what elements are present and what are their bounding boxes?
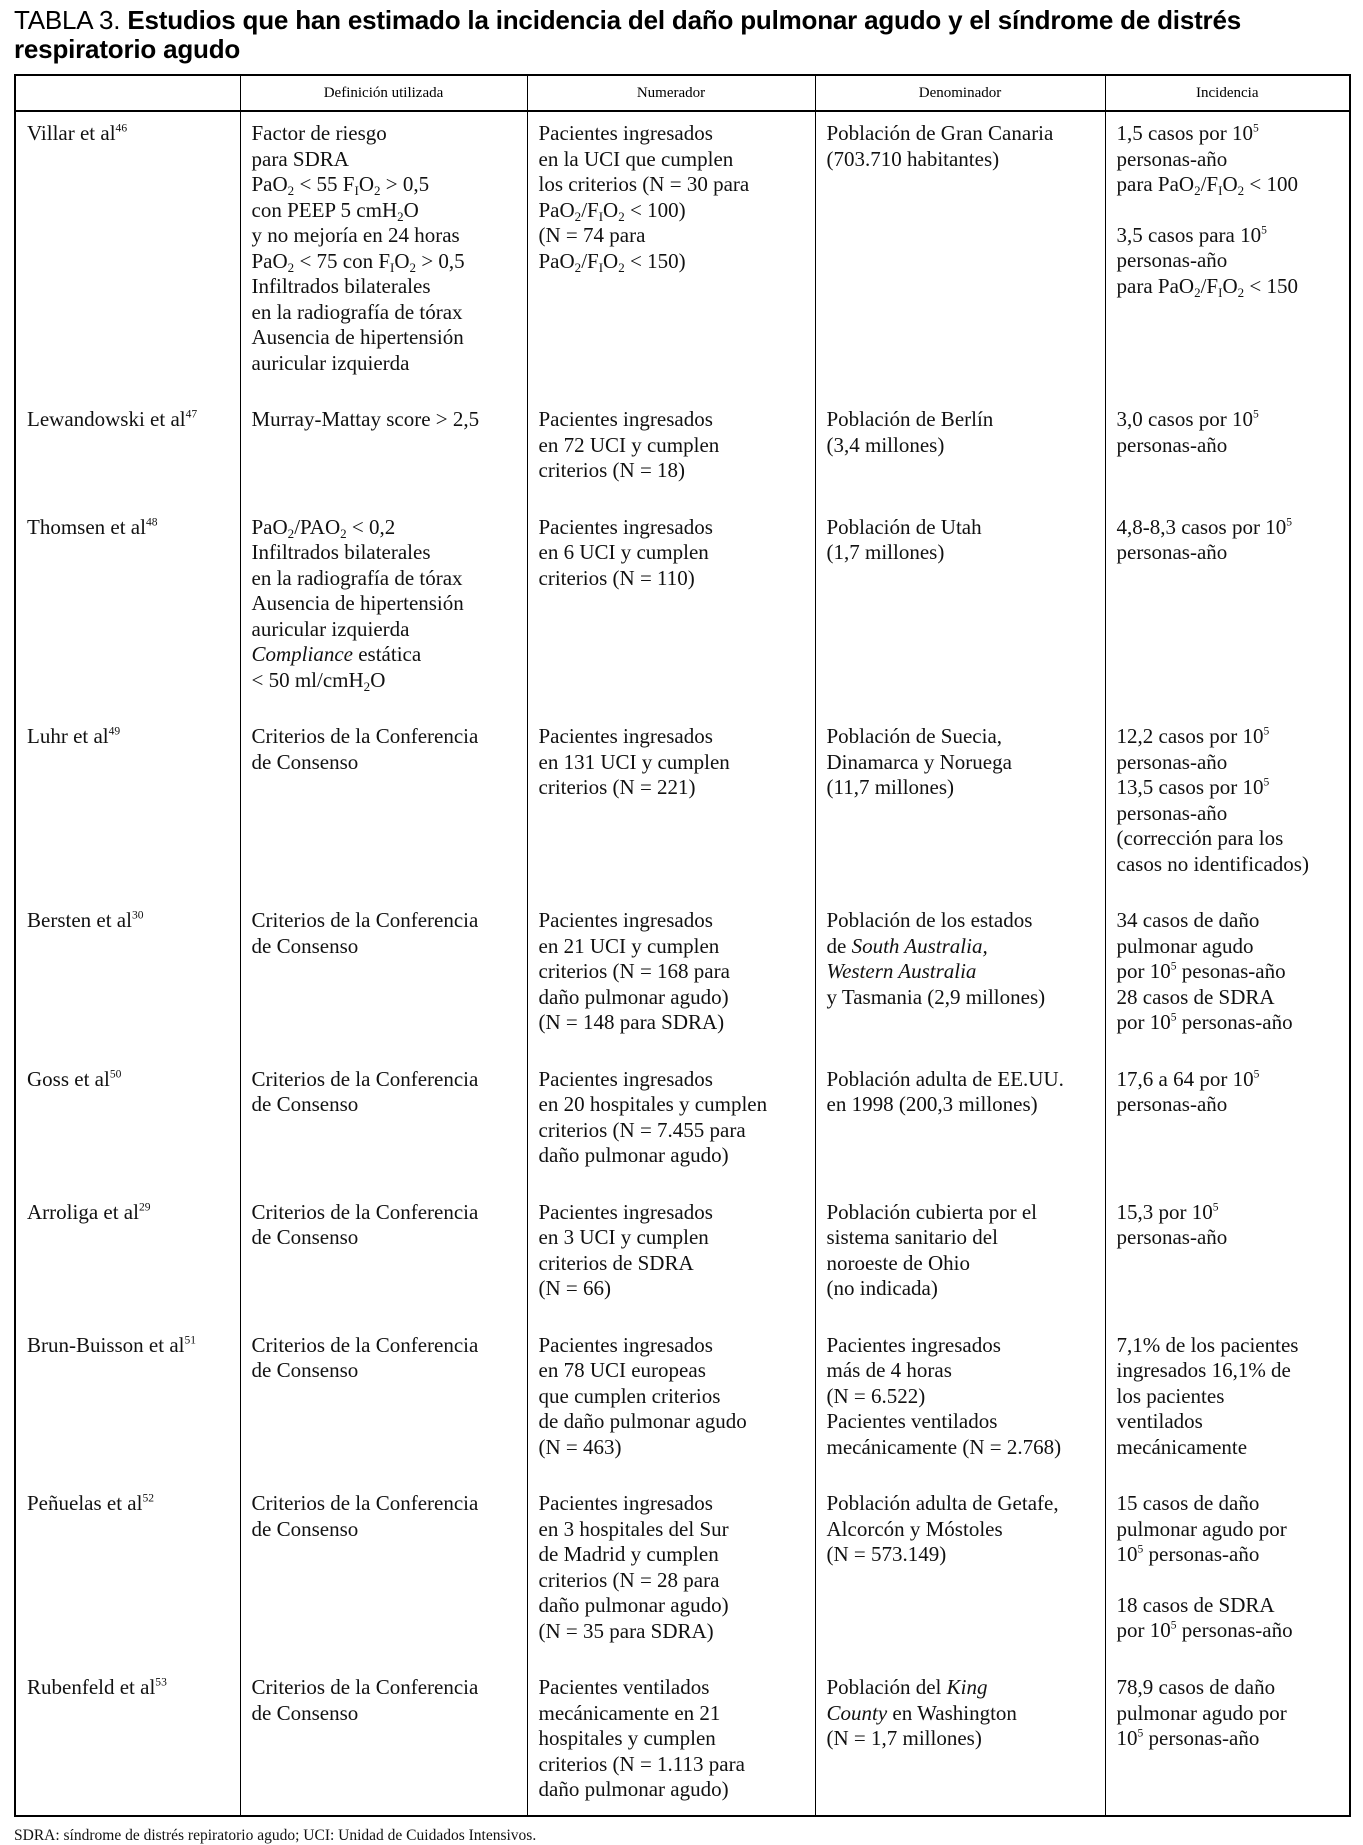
- table-caption: Estudios que han estimado la incidencia del daño pulmonar agudo y el síndrome de distrés respiratorio agudo: [14, 5, 1241, 64]
- cell-line: Pacientes ingresados: [538, 1332, 713, 1357]
- cell-line: < 50 ml/cmH$_2$O: [251, 667, 386, 694]
- cell-line: Pacientes ingresados: [538, 514, 713, 539]
- cell-line: Pacientes ingresados: [538, 1491, 713, 1515]
- incidence-cell: [1105, 111, 1350, 398]
- paragraph-gap: [1117, 1568, 1346, 1593]
- cell-line: (N = 35 para SDRA): [538, 1618, 714, 1643]
- denominator-cell: [815, 1191, 1105, 1324]
- cell-line: Pacientes ventilados: [538, 1675, 710, 1699]
- cell-line: 18 casos de SDRA: [1116, 1592, 1275, 1617]
- cell-line: 3,5 casos para $10^5$: [1116, 222, 1267, 247]
- cell-line: para $PaO_2/F_IO_2 < 150$: [1116, 273, 1298, 300]
- cell-line: Criterios de la Conferencia: [251, 724, 479, 748]
- cell-line: personas-año: [1116, 540, 1228, 564]
- cell-line: Pacientes ingresados: [538, 407, 713, 431]
- cell-line: 1,5 casos por $10^5$: [1116, 121, 1259, 145]
- table-row: [15, 1191, 1350, 1324]
- cell-line: personas-año: [1116, 1092, 1228, 1116]
- cell-line: criterios (N = 110): [538, 565, 695, 590]
- cell-line: de Consenso: [251, 749, 359, 774]
- cell-line: pulmonar agudo: [1116, 933, 1254, 958]
- header-row: [15, 75, 1350, 111]
- cell-line: en la radiografía de tórax: [251, 565, 463, 590]
- definition-cell: [240, 1482, 527, 1666]
- cell-line: por $10^5$ personas-año: [1116, 1010, 1293, 1034]
- header-cell-study: [15, 75, 240, 111]
- cell-line: daño pulmonar agudo): [538, 1777, 729, 1801]
- cell-line: mecánicamente (N = 2.768): [826, 1434, 1062, 1459]
- incidence-cell: [1105, 715, 1350, 899]
- header-cell-definition: Definición utilizada: [240, 75, 527, 111]
- cell-line: Criterios de la Conferencia: [251, 1491, 479, 1515]
- cell-line: mecánicamente: [1116, 1434, 1248, 1459]
- cell-line: 28 casos de SDRA: [1116, 984, 1275, 1009]
- cell-line: 3,0 casos por $10^5$: [1116, 407, 1259, 431]
- cell-line: en la UCI que cumplen: [538, 146, 734, 171]
- paragraph-gap: [1117, 198, 1346, 223]
- cell-line: Pacientes ingresados: [538, 121, 713, 145]
- cell-line: auricular izquierda: [251, 350, 410, 375]
- denominator-cell: [815, 506, 1105, 716]
- cell-line: Luhr et $al^{49}$: [27, 724, 121, 748]
- incidence-cell: [1105, 1482, 1350, 1666]
- cell-line: Rubenfeld et $al^{53}$: [27, 1675, 167, 1699]
- cell-line: Alcorcón y Móstoles: [826, 1516, 1003, 1541]
- cell-line: 78,9 casos de daño: [1116, 1675, 1276, 1699]
- cell-line: para $PaO_2/F_IO_2 < 100$: [1116, 172, 1298, 198]
- definition-cell: [240, 1058, 527, 1191]
- cell-line: (N = 463): [538, 1434, 622, 1459]
- table-row: [15, 715, 1350, 899]
- study-cell: [15, 398, 240, 506]
- numerator-cell: [527, 1058, 815, 1191]
- cell-line: criterios (N = 221): [538, 775, 696, 799]
- table-row: [15, 1482, 1350, 1666]
- cell-line: con PEEP 5 cmH$_2$O: [251, 197, 419, 224]
- cell-line: Compliance estática: [251, 642, 422, 666]
- cell-line: criterios (N = 1.113 para: [538, 1751, 745, 1776]
- cell-line: los pacientes: [1116, 1383, 1225, 1408]
- cell-line: en 3 UCI y cumplen: [538, 1225, 709, 1249]
- cell-line: de Consenso: [251, 1700, 359, 1725]
- cell-line: (N = 1,7 millones): [826, 1726, 982, 1750]
- definition-cell: [240, 506, 527, 716]
- table-row: [15, 111, 1350, 398]
- definition-cell: [240, 1191, 527, 1324]
- cell-line: en 6 UCI y cumplen: [538, 540, 709, 564]
- definition-cell: [240, 715, 527, 899]
- cell-line: que cumplen criterios: [538, 1383, 721, 1408]
- numerator-cell: [527, 1482, 815, 1666]
- cell-line: $PaO_2/F_IO_2 < 100$): [538, 197, 686, 224]
- definition-cell: [240, 899, 527, 1058]
- incidence-cell: [1105, 506, 1350, 716]
- table-row: [15, 1058, 1350, 1191]
- table-row: [15, 398, 1350, 506]
- cell-line: Pacientes ingresados: [538, 1066, 713, 1091]
- cell-line: Criterios de la Conferencia: [251, 1332, 479, 1357]
- cell-line: Ausencia de hipertensión: [251, 591, 464, 615]
- cell-line: Pacientes ventilados: [826, 1409, 998, 1433]
- cell-line: Thomsen et $al^{48}$: [27, 514, 158, 539]
- cell-line: $10^5$ personas-año: [1116, 1542, 1260, 1566]
- cell-line: Lewandowski et $al^{47}$: [27, 407, 198, 431]
- cell-line: PaO$_2$ < 55 $F_IO_2 > 0,5$: [251, 172, 430, 198]
- cell-line: Villar et $al^{46}$: [27, 121, 128, 145]
- cell-line: $PaO_2/PAO_2 < 0,2$: [251, 514, 396, 541]
- cell-line: criterios de SDRA: [538, 1250, 694, 1275]
- cell-line: (N = 148 para SDRA): [538, 1010, 725, 1034]
- denominator-cell: [815, 1666, 1105, 1816]
- cell-line: en 131 UCI y cumplen: [538, 749, 730, 774]
- cell-line: daño pulmonar agudo): [538, 1593, 729, 1617]
- cell-line: por $10^5$ personas-año: [1116, 1618, 1293, 1642]
- cell-line: Infiltrados bilaterales: [251, 540, 431, 564]
- definition-cell: [240, 111, 527, 398]
- cell-line: hospitales y cumplen: [538, 1726, 716, 1750]
- cell-line: (no indicada): [826, 1276, 938, 1300]
- cell-line: de Consenso: [251, 1225, 359, 1249]
- cell-line: Criterios de la Conferencia: [251, 1675, 479, 1699]
- numerator-cell: [527, 1191, 815, 1324]
- cell-line: Población de Suecia,: [826, 724, 1003, 748]
- cell-line: daño pulmonar agudo): [538, 984, 729, 1009]
- study-cell: [15, 1666, 240, 1816]
- cell-line: de Consenso: [251, 1092, 359, 1116]
- cell-line: personas-año: [1116, 800, 1228, 825]
- cell-line: Población de Berlín: [826, 407, 994, 431]
- cell-line: (11,7 millones): [826, 775, 955, 799]
- cell-line: y no mejoría en 24 horas: [251, 223, 460, 247]
- numerator-cell: [527, 1324, 815, 1483]
- cell-line: personas-año: [1116, 248, 1228, 272]
- cell-line: mecánicamente en 21: [538, 1700, 721, 1725]
- cell-line: Ausencia de hipertensión: [251, 325, 464, 349]
- cell-line: en 20 hospitales y cumplen: [538, 1092, 768, 1116]
- study-cell: [15, 506, 240, 716]
- cell-line: 12,2 casos por $10^5$: [1116, 724, 1270, 748]
- cell-line: Población cubierta por el: [826, 1199, 1038, 1224]
- cell-line: Población adulta de Getafe,: [826, 1491, 1059, 1515]
- cell-line: Criterios de la Conferencia: [251, 1199, 479, 1224]
- cell-line: en 3 hospitales del Sur: [538, 1516, 729, 1541]
- definition-cell: [240, 1666, 527, 1816]
- cell-line: pulmonar agudo por: [1116, 1700, 1287, 1725]
- cell-line: Peñuelas et $al^{52}$: [27, 1491, 155, 1515]
- cell-line: de Consenso: [251, 933, 359, 958]
- cell-line: Pacientes ingresados: [538, 724, 713, 748]
- denominator-cell: [815, 1324, 1105, 1483]
- numerator-cell: [527, 1666, 815, 1816]
- incidence-cell: [1105, 1058, 1350, 1191]
- cell-line: Pacientes ingresados: [538, 1199, 713, 1224]
- header-cell-incidence: Incidencia: [1105, 75, 1350, 111]
- cell-line: de Consenso: [251, 1516, 359, 1541]
- numerator-cell: [527, 398, 815, 506]
- incidence-cell: [1105, 1191, 1350, 1324]
- cell-line: Infiltrados bilaterales: [251, 274, 431, 298]
- cell-line: personas-año: [1116, 1225, 1228, 1249]
- cell-line: Población del King: [826, 1675, 988, 1699]
- study-cell: [15, 715, 240, 899]
- footnote: SDRA: síndrome de distrés repiratorio agudo; UCI: Unidad de Cuidados Intensivos.: [14, 1826, 537, 1844]
- cell-line: 15,3 por $10^5$: [1116, 1199, 1219, 1224]
- cell-line: Brun-Buisson et $al^{51}$: [27, 1332, 197, 1357]
- denominator-cell: [815, 899, 1105, 1058]
- study-cell: [15, 1058, 240, 1191]
- cell-line: 7,1% de los pacientes: [1116, 1332, 1299, 1357]
- cell-line: ingresados 16,1% de: [1116, 1358, 1291, 1382]
- cell-line: de Madrid y cumplen: [538, 1542, 719, 1566]
- denominator-cell: [815, 715, 1105, 899]
- cell-line: por $10^5$ pesonas-año: [1116, 959, 1286, 983]
- incidence-table: [14, 74, 1351, 1817]
- incidence-cell: [1105, 899, 1350, 1058]
- cell-line: y Tasmania (2,9 millones): [826, 984, 1046, 1009]
- cell-line: 34 casos de daño: [1116, 908, 1260, 932]
- cell-line: Arroliga et $al^{29}$: [27, 1199, 151, 1224]
- study-cell: [15, 899, 240, 1058]
- table-row: [15, 899, 1350, 1058]
- cell-line: (N = 573.149): [826, 1542, 947, 1566]
- cell-line: Pacientes ingresados: [826, 1332, 1001, 1357]
- header-cell-denominator: Denominador: [815, 75, 1105, 111]
- cell-line: en la radiografía de tórax: [251, 299, 463, 324]
- incidence-cell: [1105, 1666, 1350, 1816]
- cell-line: personas-año: [1116, 749, 1228, 774]
- cell-line: $10^5$ personas-año: [1116, 1726, 1260, 1750]
- cell-line: Factor de riesgo: [251, 121, 387, 145]
- table-row: [15, 1666, 1350, 1816]
- table-title: [14, 6, 1354, 64]
- cell-line: criterios (N = 168 para: [538, 959, 730, 983]
- cell-line: 15 casos de daño: [1116, 1491, 1260, 1515]
- cell-line: más de 4 horas: [826, 1358, 952, 1382]
- cell-line: Población de Utah: [826, 514, 982, 539]
- study-cell: [15, 1191, 240, 1324]
- cell-line: $PaO_2/F_IO_2 < 150$): [538, 248, 686, 275]
- cell-line: (703.710 habitantes): [826, 146, 1000, 171]
- cell-line: Población de los estados: [826, 908, 1033, 932]
- cell-line: en 1998 (200,3 millones): [826, 1092, 1038, 1116]
- cell-line: los criterios (N = 30 para: [538, 172, 750, 196]
- cell-line: Murray-Mattay score > 2,5: [251, 407, 480, 431]
- cell-line: criterios (N = 18): [538, 458, 686, 482]
- cell-line: en 21 UCI y cumplen: [538, 933, 720, 958]
- cell-line: Bersten et $al^{30}$: [27, 908, 144, 932]
- definition-cell: [240, 398, 527, 506]
- numerator-cell: [527, 715, 815, 899]
- header-cell-numerator: Numerador: [527, 75, 815, 111]
- denominator-cell: [815, 111, 1105, 398]
- incidence-cell: [1105, 398, 1350, 506]
- cell-line: Goss et $al^{50}$: [27, 1066, 122, 1091]
- cell-line: noroeste de Ohio: [826, 1250, 970, 1275]
- cell-line: County en Washington: [826, 1700, 1017, 1725]
- denominator-cell: [815, 1482, 1105, 1666]
- cell-line: Criterios de la Conferencia: [251, 908, 479, 932]
- study-cell: [15, 111, 240, 398]
- cell-line: auricular izquierda: [251, 616, 410, 641]
- cell-line: ventilados: [1116, 1409, 1203, 1433]
- incidence-cell: [1105, 1324, 1350, 1483]
- document-page: [14, 6, 1354, 1845]
- cell-line: pulmonar agudo por: [1116, 1516, 1287, 1541]
- cell-line: Población de Gran Canaria: [826, 121, 1054, 145]
- cell-line: 13,5 casos por $10^5$: [1116, 775, 1270, 799]
- cell-line: personas-año: [1116, 432, 1228, 457]
- numerator-cell: [527, 506, 815, 716]
- study-cell: [15, 1482, 240, 1666]
- cell-line: 4,8-8,3 casos por $10^5$: [1116, 514, 1293, 539]
- cell-line: criterios (N = 28 para: [538, 1567, 720, 1592]
- cell-line: sistema sanitario del: [826, 1225, 998, 1249]
- table-body: [15, 111, 1350, 1816]
- table-label: TABLA 3.: [14, 5, 121, 35]
- denominator-cell: [815, 398, 1105, 506]
- study-cell: [15, 1324, 240, 1483]
- cell-line: (corrección para los: [1116, 826, 1284, 850]
- table-row: [15, 1324, 1350, 1483]
- cell-line: Población adulta de EE.UU.: [826, 1066, 1064, 1091]
- cell-line: Pacientes ingresados: [538, 908, 713, 932]
- cell-line: (N = 6.522): [826, 1383, 926, 1408]
- numerator-cell: [527, 899, 815, 1058]
- table-row: [15, 506, 1350, 716]
- cell-line: Western Australia: [826, 959, 977, 983]
- cell-line: personas-año: [1116, 146, 1228, 171]
- cell-line: Criterios de la Conferencia: [251, 1066, 479, 1091]
- cell-line: de South Australia,: [826, 933, 988, 958]
- cell-line: de daño pulmonar agudo: [538, 1409, 747, 1433]
- cell-line: para SDRA: [251, 146, 349, 171]
- cell-line: PaO$_2$ < 75 con $F_IO_2 > 0,5$: [251, 248, 465, 275]
- cell-line: daño pulmonar agudo): [538, 1143, 729, 1167]
- cell-line: (1,7 millones): [826, 540, 945, 564]
- cell-line: Dinamarca y Noruega: [826, 749, 1012, 774]
- cell-line: de Consenso: [251, 1358, 359, 1382]
- numerator-cell: [527, 111, 815, 398]
- denominator-cell: [815, 1058, 1105, 1191]
- cell-line: criterios (N = 7.455 para: [538, 1117, 746, 1142]
- cell-line: en 78 UCI europeas: [538, 1358, 706, 1382]
- definition-cell: [240, 1324, 527, 1483]
- cell-line: en 72 UCI y cumplen: [538, 432, 720, 457]
- cell-line: (N = 74 para: [538, 223, 646, 247]
- cell-line: 17,6 a 64 por $10^5$: [1116, 1066, 1260, 1091]
- cell-line: (3,4 millones): [826, 432, 945, 457]
- cell-line: casos no identificados): [1116, 851, 1309, 876]
- cell-line: (N = 66): [538, 1276, 611, 1300]
